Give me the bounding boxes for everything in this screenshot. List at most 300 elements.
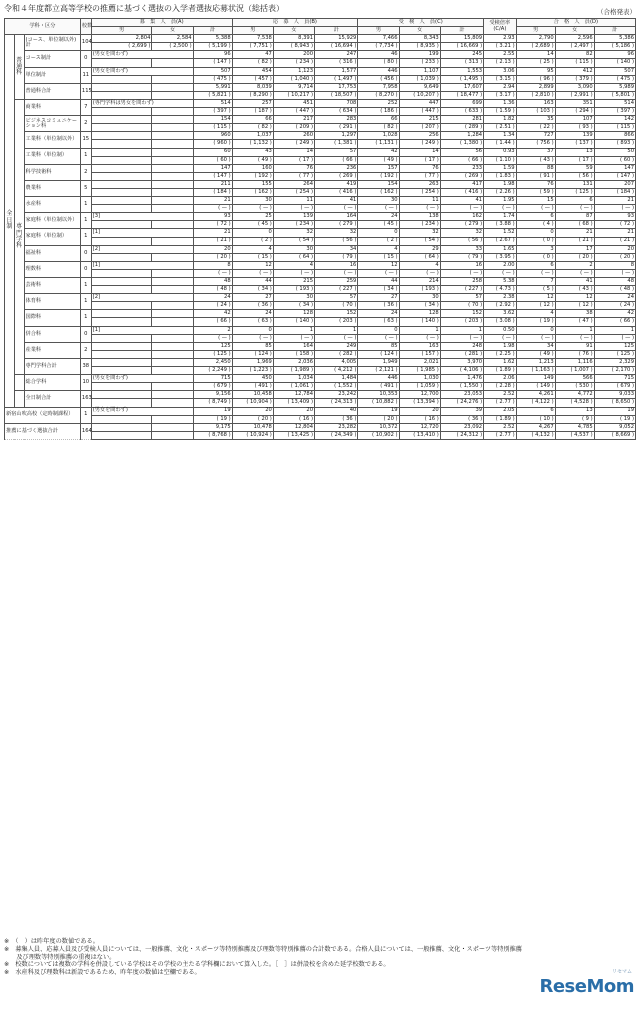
cell-prev-9: ( 1.89 ) [484,415,517,423]
cell-12: 125 [594,342,635,350]
cell-10: 2,790 [516,35,555,43]
cell-7: 30 [399,294,440,302]
cell-prev-10: ( 103 ) [516,108,555,116]
cell-prev-9: ( 1.83 ) [484,172,517,180]
cell-prev-7: ( 34 ) [399,302,440,310]
header-c-female: 女 [399,27,440,35]
cell-5: 152 [315,310,358,318]
cell-prev-10: ( — ) [516,334,555,342]
cell-2: 9,156 [193,391,232,399]
cell-prev-4: ( 8,943 ) [273,43,314,51]
cell-prev-5: ( 70 ) [315,302,358,310]
cell-prev-3: ( — ) [232,334,273,342]
cell-prev-5: ( 279 ) [315,221,358,229]
cell-prev-1 [152,205,193,213]
cell-0 [91,180,152,188]
cell-4: 1 [273,326,314,334]
cell-4: 264 [273,180,314,188]
cell-7: 12,720 [399,423,440,431]
table-row-prev-year [5,415,636,423]
cell-8: 56 [440,148,483,156]
cell-9: 3.06 [484,67,517,75]
table-row [5,148,636,156]
row-label: 産業科 [24,342,80,358]
cell-0 [91,148,152,156]
header-capacity: 募 集 人 員(A) [91,19,232,27]
cell-11: 59 [555,164,594,172]
cell-4: 76 [273,164,314,172]
cell-10: 4,267 [516,423,555,431]
cell-11: 21 [555,229,594,237]
cell-7: 447 [399,99,440,107]
cell-10: 6 [516,407,555,415]
cell-8: 245 [440,51,483,59]
row-schools: 164 [80,423,91,439]
footnote: ※ 水産科及び理数科は新設であるため、昨年度の数値は空欄である。 [4,969,201,976]
cell-4: 217 [273,116,314,124]
cell-prev-4: ( 10,217 ) [273,91,314,99]
cell-prev-5: ( — ) [315,205,358,213]
cell-prev-5: ( — ) [315,269,358,277]
table-row-prev-year [5,59,636,67]
cell-prev-9: ( 2.13 ) [484,59,517,67]
cell-6: 44 [358,278,399,286]
row-label: 普通科合計 [24,83,80,99]
cell-5: 259 [315,278,358,286]
cell-5: 23,242 [315,391,358,399]
cell-8: 233 [440,164,483,172]
cell-6: 85 [358,342,399,350]
cell-prev-2: ( 397 ) [193,108,232,116]
cell-2: 9,175 [193,423,232,431]
cell-7: 20 [399,407,440,415]
cell-12: 142 [594,116,635,124]
cell-8: 15,809 [440,35,483,43]
cell-6: 42 [358,148,399,156]
cell-9: 2.55 [484,51,517,59]
cell-6: 446 [358,67,399,75]
cell-prev-9: ( 2.67 ) [484,237,517,245]
row-schools: 1 [80,294,91,310]
cell-12: 866 [594,132,635,140]
cell-4: 12,784 [273,391,314,399]
cell-11: 2,596 [555,35,594,43]
cell-12: 50 [594,148,635,156]
table-row [5,116,636,124]
cell-10: 12 [516,294,555,302]
cell-prev-12: ( 679 ) [594,383,635,391]
header-a-male: 男 [91,27,152,35]
cell-5: 40 [315,407,358,415]
cell-prev-3: ( 491 ) [232,383,273,391]
cell-prev-10: ( 91 ) [516,172,555,180]
cell-7: 11 [399,197,440,205]
cell-5: 164 [315,213,358,221]
cell-5: 4,005 [315,358,358,366]
table-row [5,261,636,269]
cell-prev-1 [152,415,193,423]
cell-7: 32 [399,229,440,237]
cell-5: 419 [315,180,358,188]
cell-10: 4 [516,310,555,318]
cell-prev-12: ( 140 ) [594,59,635,67]
cell-7: 8,343 [399,35,440,43]
group-label-all-day: 全日制 [5,35,15,407]
cell-prev-8: ( 269 ) [440,172,483,180]
cell-7: 4 [399,261,440,269]
cell-3: 454 [232,67,273,75]
header-schools: 校数 [80,19,91,35]
row-schools: 1 [80,310,91,326]
cell-prev-7: ( 207 ) [399,124,440,132]
cell-12: 715 [594,375,635,383]
cell-prev-5: ( 227 ) [315,286,358,294]
cell-prev-7: ( 447 ) [399,108,440,116]
cell-prev-9: ( 2.92 ) [484,302,517,310]
cell-10: 6 [516,261,555,269]
table-row [5,132,636,140]
cell-prev-7: ( 249 ) [399,140,440,148]
cell-prev-12: ( 72 ) [594,221,635,229]
cell-prev-3: ( 7,751 ) [232,43,273,51]
row-schools: 163 [80,391,91,407]
cell-9: 2.94 [484,83,517,91]
cell-prev-11: ( 12 ) [555,302,594,310]
cell-prev-4: ( 249 ) [273,140,314,148]
cell-prev-0 [91,415,152,423]
row-schools: 38 [80,358,91,374]
header-b-female: 女 [273,27,314,35]
cell-prev-1 [152,221,193,229]
cell-prev-0 [91,286,152,294]
cell-8: 1,476 [440,375,483,383]
cell-9: 1.74 [484,213,517,221]
row-schools: 115 [80,83,91,99]
cell-6: 19 [358,407,399,415]
cell-prev-12: ( 66 ) [594,318,635,326]
cell-prev-5: ( 1,552 ) [315,383,358,391]
table-row [5,294,636,302]
cell-3: 47 [232,51,273,59]
cell-12: 96 [594,51,635,59]
cell-prev-1 [152,156,193,164]
cell-prev-9: ( — ) [484,205,517,213]
cell-prev-12: ( 115 ) [594,124,635,132]
cell-3: 24 [232,310,273,318]
cell-prev-5: ( 1,497 ) [315,75,358,83]
cell-3: 155 [232,180,273,188]
cell-11: 4,772 [555,391,594,399]
cell-prev-9: ( 4.73 ) [484,286,517,294]
cell-prev-2: ( 72 ) [193,221,232,229]
cell-prev-11: ( — ) [555,269,594,277]
cell-4: 2,036 [273,358,314,366]
table-row-prev-year [5,350,636,358]
cell-prev-1 [152,253,193,261]
cell-3: 1,969 [232,358,273,366]
cell-5: 57 [315,294,358,302]
cell-prev-1 [152,350,193,358]
cell-prev-11: ( 2,497 ) [555,43,594,51]
row-label: 工業科（単位制） [24,148,80,164]
cell-prev-0 [91,156,152,164]
cell-prev-5: ( 24,313 ) [315,399,358,407]
row-label: 総合学科 [24,375,80,391]
cell-prev-11: ( 2,991 ) [555,91,594,99]
cell-prev-6: ( 63 ) [358,318,399,326]
cell-prev-6: ( 10,882 ) [358,399,399,407]
group-label-specialized: 専門学科 [14,99,24,374]
cell-prev-1 [152,399,193,407]
cell-prev-8: ( 279 ) [440,221,483,229]
cell-prev-4: ( 13,409 ) [273,399,314,407]
cell-prev-0 [91,302,152,310]
cell-11: 351 [555,99,594,107]
cell-12: 21 [594,197,635,205]
cell-prev-10: ( 0 ) [516,237,555,245]
cell-11: 412 [555,67,594,75]
cell-6: 30 [358,197,399,205]
cell-prev-9: ( 3.95 ) [484,253,517,261]
cell-9: 2.05 [484,407,517,415]
cell-4: 32 [273,229,314,237]
cell-prev-11: ( 530 ) [555,383,594,391]
cell-prev-12: ( 19 ) [594,415,635,423]
row-note: [1] [91,326,193,334]
cell-0 [91,391,152,399]
cell-prev-8: ( 633 ) [440,108,483,116]
cell-4: 260 [273,132,314,140]
cell-0 [91,197,152,205]
cell-prev-2: ( 147 ) [193,172,232,180]
row-schools: 0 [80,51,91,67]
cell-prev-8: ( 18,477 ) [440,91,483,99]
header-a-total: 計 [193,27,232,35]
cell-6: 24 [358,310,399,318]
cell-prev-8: ( 36 ) [440,415,483,423]
cell-11: 17 [555,245,594,253]
cell-12: 2,329 [594,358,635,366]
cell-9: 2.93 [484,35,517,43]
row-label: 工業科（単位制以外） [24,132,80,148]
cell-prev-12: ( 21 ) [594,237,635,245]
cell-0 [91,342,152,350]
cell-prev-7: ( 233 ) [399,59,440,67]
cell-10: 34 [516,342,555,350]
cell-prev-7: ( 54 ) [399,237,440,245]
cell-7: 9,649 [399,83,440,91]
cell-8: 41 [440,197,483,205]
cell-8: 258 [440,278,483,286]
cell-prev-0 [91,253,152,261]
cell-prev-4: ( 64 ) [273,253,314,261]
cell-prev-1 [152,59,193,67]
cell-12: 9,033 [594,391,635,399]
cell-1 [152,423,193,431]
row-note: [2] [91,245,193,253]
cell-prev-9: ( — ) [484,334,517,342]
cell-prev-12: ( 8,669 ) [594,431,635,439]
cell-5: 17,753 [315,83,358,91]
table-row-prev-year [5,383,636,391]
cell-prev-5: ( 416 ) [315,188,358,196]
cell-prev-10: ( 49 ) [516,350,555,358]
cell-prev-4: ( — ) [273,205,314,213]
cell-8: 3,970 [440,358,483,366]
cell-10: 0 [516,326,555,334]
cell-prev-3: ( 192 ) [232,172,273,180]
cell-prev-10: ( 2,810 ) [516,91,555,99]
cell-prev-10: ( 96 ) [516,75,555,83]
cell-4: 9,714 [273,83,314,91]
cell-12: 1 [594,326,635,334]
cell-3: 85 [232,342,273,350]
cell-9: 1.65 [484,245,517,253]
cell-prev-1 [152,108,193,116]
cell-prev-3: ( 2 ) [232,237,273,245]
cell-prev-0 [91,221,152,229]
table-row [5,407,636,415]
cell-prev-0 [91,188,152,196]
table-row [5,423,636,431]
cell-7: 214 [399,278,440,286]
header-passed: 合 格 人 員(D) [516,19,635,27]
cell-5: 247 [315,51,358,59]
cell-7: 1 [399,326,440,334]
cell-prev-2: ( 960 ) [193,140,232,148]
cell-0 [91,358,152,366]
table-row [5,229,636,237]
cell-7: 263 [399,180,440,188]
header-d-total: 計 [594,27,635,35]
cell-1 [152,197,193,205]
cell-prev-0 [91,205,152,213]
cell-prev-11: ( 68 ) [555,221,594,229]
cell-prev-6: ( 20 ) [358,415,399,423]
cell-prev-11: ( 4,537 ) [555,431,594,439]
cell-prev-11: ( 125 ) [555,188,594,196]
table-row [5,99,636,107]
row-schools: 11 [80,67,91,83]
footnote: ※ （ ）は昨年度の数値である。 [4,938,99,945]
cell-2: 5,991 [193,83,232,91]
row-schools: 1 [80,407,91,423]
cell-prev-9: ( 3.15 ) [484,75,517,83]
cell-prev-11: ( 17 ) [555,156,594,164]
row-schools: 104 [80,35,91,51]
cell-prev-5: ( 282 ) [315,350,358,358]
table-row [5,278,636,286]
cell-prev-11: ( — ) [555,334,594,342]
cell-prev-6: ( 15 ) [358,253,399,261]
cell-prev-10: ( 59 ) [516,188,555,196]
cell-prev-4: ( — ) [273,269,314,277]
cell-4: 30 [273,245,314,253]
cell-prev-1 [152,172,193,180]
cell-prev-8: ( 79 ) [440,253,483,261]
cell-7: 138 [399,213,440,221]
cell-12: 5,386 [594,35,635,43]
cell-3: 30 [232,197,273,205]
row-label: 単位制計 [24,67,80,83]
cell-prev-5: ( 36 ) [315,415,358,423]
row-label: 科学技術科 [24,164,80,180]
row-label: 理数科 [24,261,80,277]
cell-prev-9: ( 3.08 ) [484,318,517,326]
cell-5: 41 [315,197,358,205]
cell-7: 12,700 [399,391,440,399]
cell-prev-7: ( 234 ) [399,221,440,229]
cell-1 [152,391,193,399]
cell-prev-1 [152,318,193,326]
cell-prev-7: ( — ) [399,269,440,277]
row-label: 水産科 [24,197,80,213]
table-row-prev-year [5,237,636,245]
row-schools: 1 [80,197,91,213]
cell-8: 17,607 [440,83,483,91]
cell-8: 16 [440,261,483,269]
cell-4: 139 [273,213,314,221]
cell-6: 7,466 [358,35,399,43]
cell-prev-3: ( — ) [232,205,273,213]
row-label: 芸術科 [24,278,80,294]
cell-7: 256 [399,132,440,140]
cell-prev-10: ( 5 ) [516,286,555,294]
cell-prev-5: ( 634 ) [315,108,358,116]
cell-prev-4: ( 77 ) [273,172,314,180]
cell-prev-6: ( — ) [358,205,399,213]
cell-prev-9: ( 2.77 ) [484,431,517,439]
cell-4: 11 [273,197,314,205]
cell-11: 4,785 [555,423,594,431]
cell-prev-12: ( 475 ) [594,75,635,83]
cell-prev-6: ( 2 ) [358,237,399,245]
cell-9: 2.38 [484,294,517,302]
header-b-total: 計 [315,27,358,35]
table-row-prev-year [5,269,636,277]
cell-prev-10: ( — ) [516,269,555,277]
cell-2: 24 [193,294,232,302]
cell-4: 1,123 [273,67,314,75]
cell-9: 5.38 [484,278,517,286]
cell-prev-8: ( 1,550 ) [440,383,483,391]
cell-8: 1,553 [440,67,483,75]
cell-prev-6: ( 456 ) [358,75,399,83]
footnote: ※ 校数については複数の学科を併設している学校はその学校の主たる学科欄において算入した。［ ］は併設校を含めた延学校数である。 [4,961,390,969]
cell-prev-10: ( 4 ) [516,221,555,229]
cell-4: 451 [273,99,314,107]
cell-2: 125 [193,342,232,350]
cell-prev-3: ( 34 ) [232,286,273,294]
cell-prev-12: ( 8,650 ) [594,399,635,407]
table-row [5,391,636,399]
cell-prev-9: ( 3.17 ) [484,91,517,99]
row-schools: 15 [80,132,91,148]
cell-6: 27 [358,294,399,302]
table-row-prev-year [5,334,636,342]
cell-prev-1: ( 2,500 ) [152,43,193,51]
cell-prev-12: ( — ) [594,334,635,342]
cell-11: 13 [555,148,594,156]
cell-prev-9: ( 1.59 ) [484,108,517,116]
cell-prev-4: ( 254 ) [273,188,314,196]
cell-11: 6 [555,197,594,205]
cell-prev-2: ( 66 ) [193,318,232,326]
cell-12: 21 [594,229,635,237]
cell-11: 3,090 [555,83,594,91]
cell-3: 10,478 [232,423,273,431]
cell-prev-4: ( 140 ) [273,318,314,326]
